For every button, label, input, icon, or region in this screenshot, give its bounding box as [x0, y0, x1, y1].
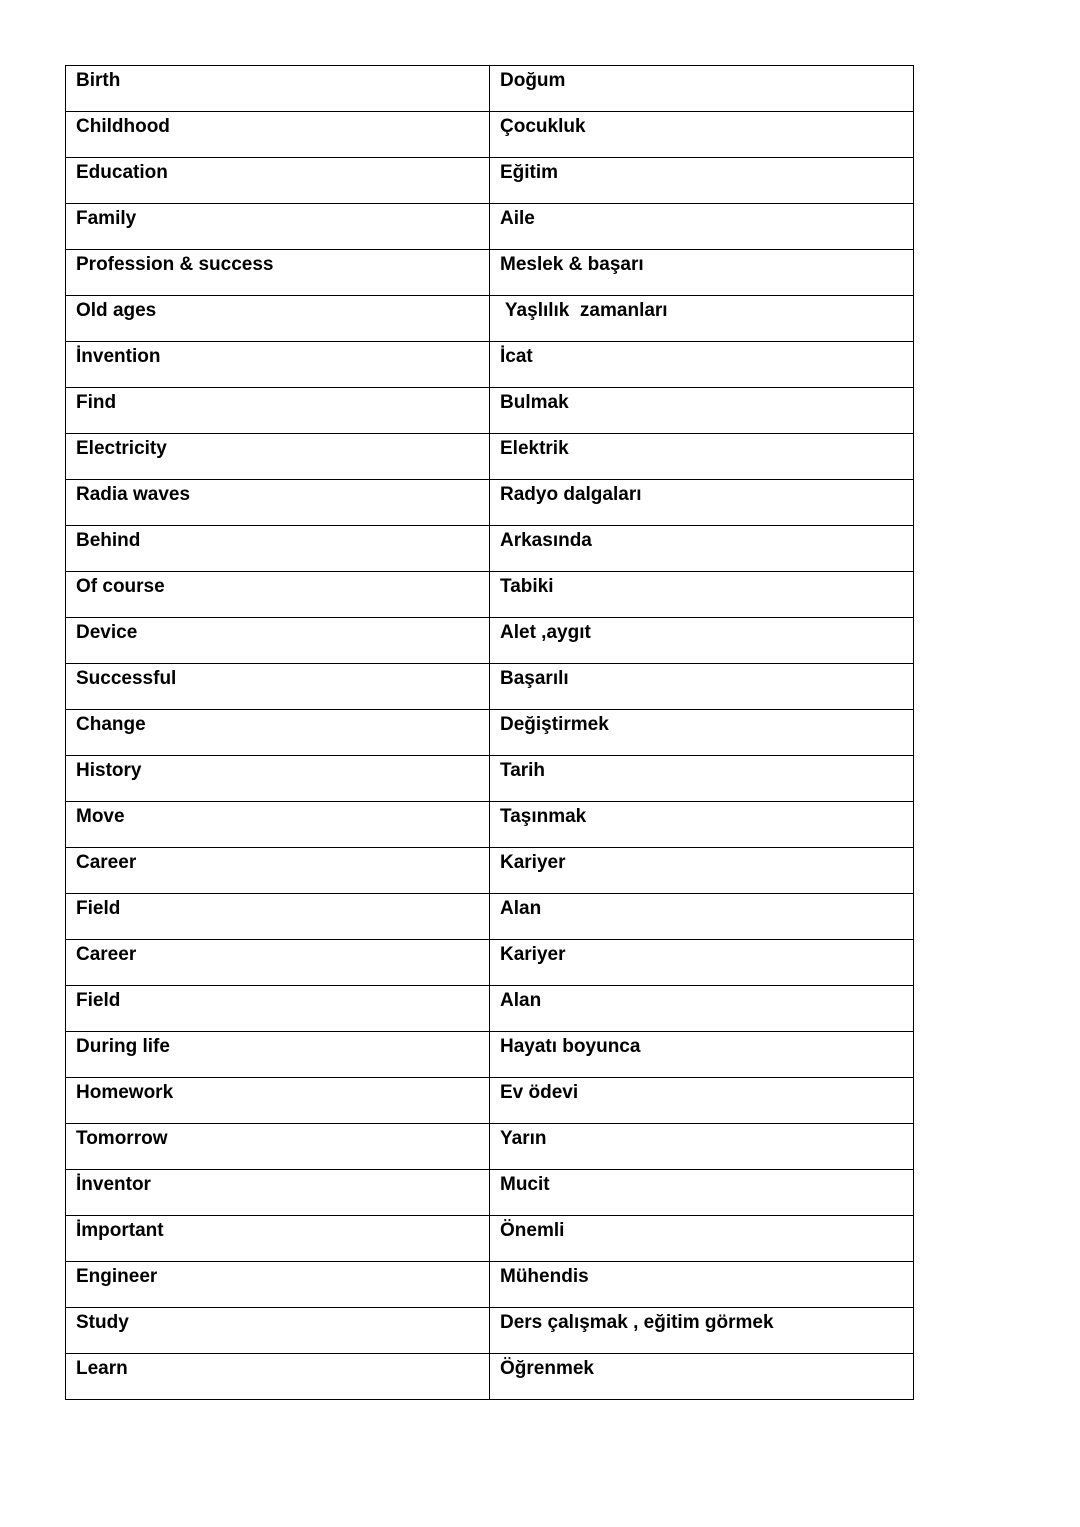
table-row — [66, 894, 914, 940]
english-word-cell: Learn — [66, 1354, 490, 1400]
table-row — [66, 296, 914, 342]
turkish-translation-cell: Eğitim — [490, 158, 914, 204]
table-row — [66, 204, 914, 250]
turkish-translation-cell: Tarih — [490, 756, 914, 802]
table-row — [66, 1216, 914, 1262]
turkish-translation-cell: Mucit — [490, 1170, 914, 1216]
turkish-translation-cell: Alet ,aygıt — [490, 618, 914, 664]
table-row — [66, 664, 914, 710]
turkish-translation-cell: Kariyer — [490, 940, 914, 986]
table-row — [66, 986, 914, 1032]
turkish-translation-cell: Doğum — [490, 66, 914, 112]
turkish-translation-cell: Alan — [490, 986, 914, 1032]
turkish-translation-cell: Radyo dalgaları — [490, 480, 914, 526]
turkish-translation-cell: Mühendis — [490, 1262, 914, 1308]
english-word-cell: Change — [66, 710, 490, 756]
turkish-translation-cell: Hayatı boyunca — [490, 1032, 914, 1078]
table-row — [66, 1124, 914, 1170]
turkish-translation-cell: Elektrik — [490, 434, 914, 480]
turkish-translation-cell: Alan — [490, 894, 914, 940]
english-word-cell: Education — [66, 158, 490, 204]
english-word-cell: During life — [66, 1032, 490, 1078]
english-word-cell: Career — [66, 848, 490, 894]
table-row — [66, 388, 914, 434]
turkish-translation-cell: Arkasında — [490, 526, 914, 572]
turkish-translation-cell: Çocukluk — [490, 112, 914, 158]
turkish-translation-cell: Yarın — [490, 1124, 914, 1170]
table-row — [66, 480, 914, 526]
english-word-cell: Device — [66, 618, 490, 664]
table-row — [66, 572, 914, 618]
table-row — [66, 1032, 914, 1078]
english-word-cell: History — [66, 756, 490, 802]
english-word-cell: Profession & success — [66, 250, 490, 296]
table-row — [66, 1078, 914, 1124]
turkish-translation-cell: Yaşlılık zamanları — [490, 296, 914, 342]
turkish-translation-cell: Meslek & başarı — [490, 250, 914, 296]
table-row — [66, 802, 914, 848]
table-row — [66, 848, 914, 894]
turkish-translation-cell: Ev ödevi — [490, 1078, 914, 1124]
table-row — [66, 710, 914, 756]
english-word-cell: Study — [66, 1308, 490, 1354]
table-row — [66, 1354, 914, 1400]
english-word-cell: Successful — [66, 664, 490, 710]
table-row — [66, 158, 914, 204]
english-word-cell: Childhood — [66, 112, 490, 158]
english-word-cell: Homework — [66, 1078, 490, 1124]
english-word-cell: Radia waves — [66, 480, 490, 526]
english-word-cell: Family — [66, 204, 490, 250]
english-word-cell: Birth — [66, 66, 490, 112]
vocabulary-table — [65, 65, 914, 1400]
english-word-cell: Tomorrow — [66, 1124, 490, 1170]
table-row — [66, 1262, 914, 1308]
turkish-translation-cell: Taşınmak — [490, 802, 914, 848]
turkish-translation-cell: Ders çalışmak , eğitim görmek — [490, 1308, 914, 1354]
english-word-cell: Career — [66, 940, 490, 986]
english-word-cell: Old ages — [66, 296, 490, 342]
english-word-cell: Move — [66, 802, 490, 848]
table-row — [66, 342, 914, 388]
english-word-cell: Field — [66, 894, 490, 940]
table-row — [66, 1308, 914, 1354]
table-row — [66, 618, 914, 664]
english-word-cell: İnvention — [66, 342, 490, 388]
turkish-translation-cell: Önemli — [490, 1216, 914, 1262]
turkish-translation-cell: Aile — [490, 204, 914, 250]
turkish-translation-cell: Tabiki — [490, 572, 914, 618]
english-word-cell: İmportant — [66, 1216, 490, 1262]
turkish-translation-cell: Başarılı — [490, 664, 914, 710]
english-word-cell: Field — [66, 986, 490, 1032]
table-row — [66, 940, 914, 986]
english-word-cell: Engineer — [66, 1262, 490, 1308]
turkish-translation-cell: İcat — [490, 342, 914, 388]
english-word-cell: Of course — [66, 572, 490, 618]
vocabulary-table-body — [66, 66, 914, 1400]
table-row — [66, 250, 914, 296]
english-word-cell: Find — [66, 388, 490, 434]
english-word-cell: İnventor — [66, 1170, 490, 1216]
table-row — [66, 1170, 914, 1216]
table-row — [66, 112, 914, 158]
turkish-translation-cell: Bulmak — [490, 388, 914, 434]
english-word-cell: Behind — [66, 526, 490, 572]
english-word-cell: Electricity — [66, 434, 490, 480]
table-row — [66, 66, 914, 112]
turkish-translation-cell: Değiştirmek — [490, 710, 914, 756]
table-row — [66, 756, 914, 802]
turkish-translation-cell: Öğrenmek — [490, 1354, 914, 1400]
turkish-translation-cell: Kariyer — [490, 848, 914, 894]
table-row — [66, 434, 914, 480]
table-row — [66, 526, 914, 572]
